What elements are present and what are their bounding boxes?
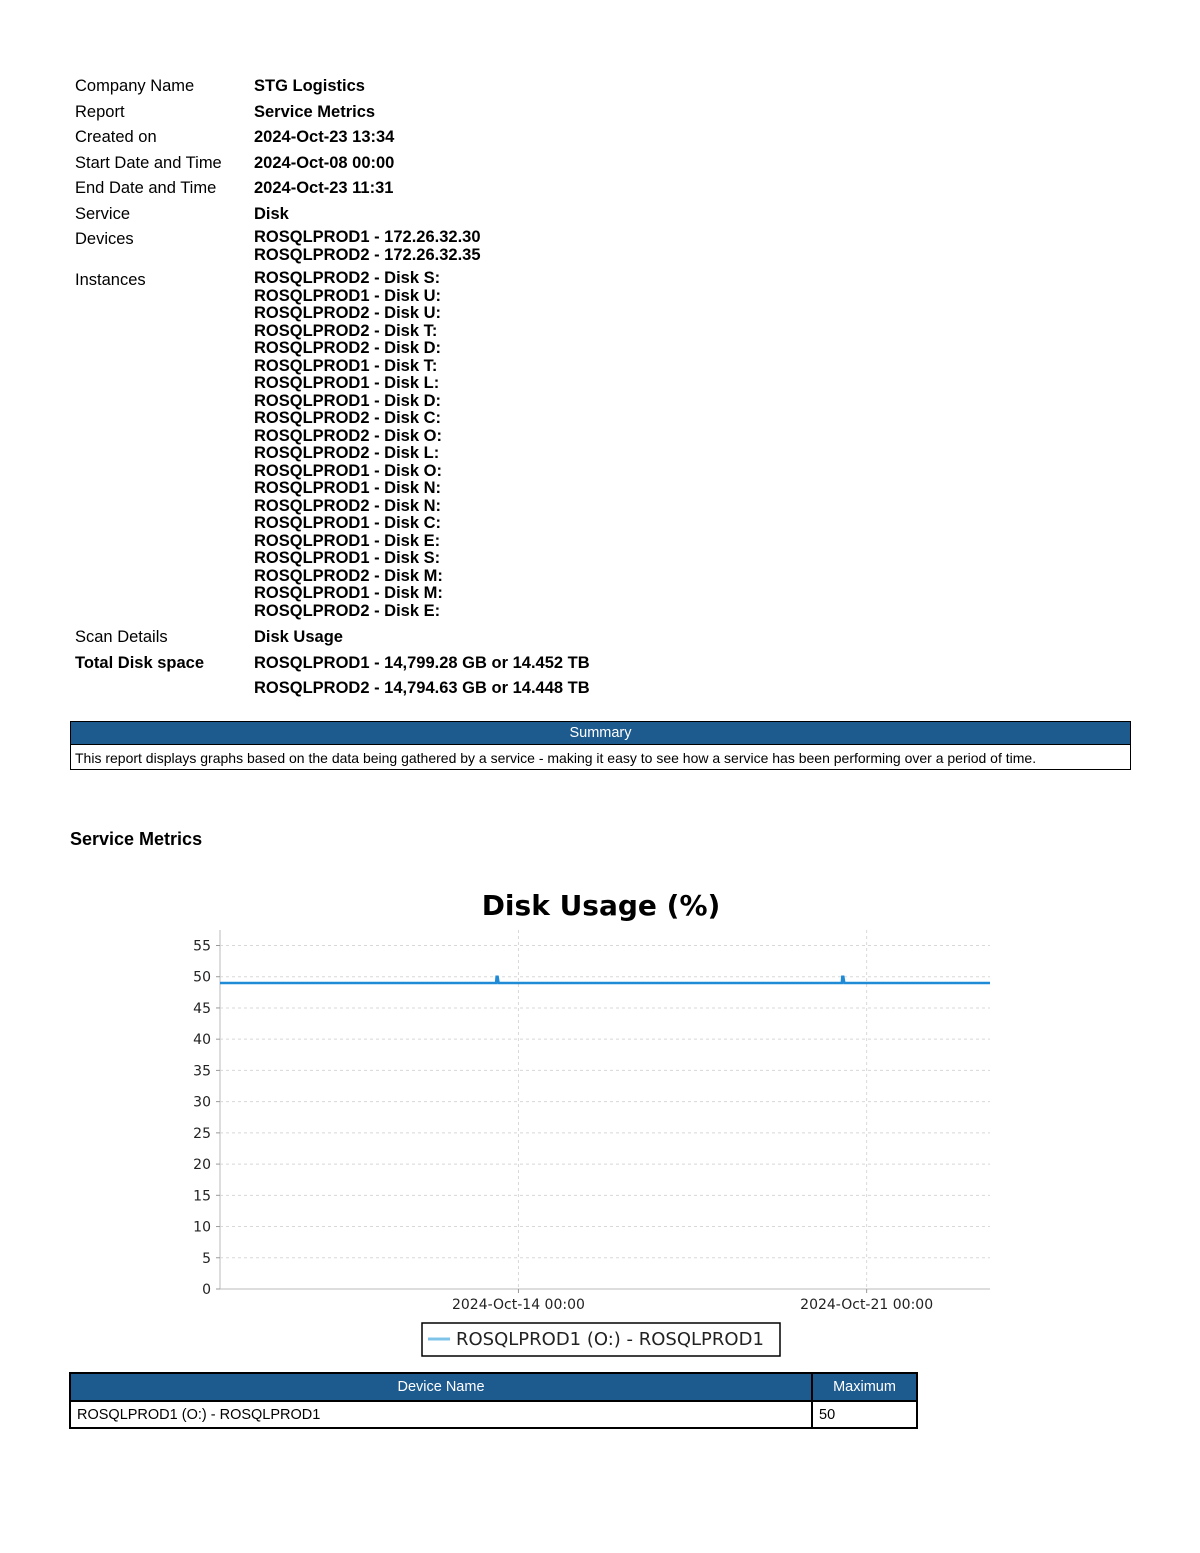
legend-label: ROSQLPROD1 (O:) - ROSQLPROD1 [456, 1329, 764, 1350]
y-tick-label: 40 [193, 1032, 211, 1049]
device-name-cell: ROSQLPROD1 (O:) - ROSQLPROD1 [70, 1401, 812, 1428]
end-value: 2024-Oct-23 11:31 [254, 179, 394, 197]
disk-usage-chart [0, 870, 1200, 1365]
x-tick-label: 2024-Oct-21 00:00 [800, 1297, 934, 1313]
created-label: Created on [75, 128, 157, 146]
section-heading: Service Metrics [70, 829, 203, 849]
list-item: ROSQLPROD2 - Disk L: [254, 444, 440, 462]
x-tick-label: 2024-Oct-14 00:00 [451, 1297, 585, 1313]
meta-row-created [75, 127, 590, 153]
report-value: Service Metrics [254, 102, 376, 121]
y-tick-label: 50 [193, 969, 211, 986]
total-line: ROSQLPROD2 - 14,794.63 GB or 14.448 TB [254, 679, 590, 697]
series-line-0 [220, 977, 990, 983]
y-tick-label: 30 [193, 1094, 211, 1111]
list-item: ROSQLPROD2 - Disk E: [254, 601, 441, 620]
y-tick-label: 10 [193, 1219, 211, 1236]
list-item: ROSQLPROD1 - Disk O: [254, 461, 442, 480]
table-header-row [70, 1373, 917, 1401]
company-value: STG Logistics [254, 77, 365, 95]
maximum-table [69, 1372, 918, 1429]
scan-value: Disk Usage [254, 628, 343, 646]
instances-list [254, 270, 443, 620]
devices-label: Devices [75, 230, 134, 248]
devices-list [254, 229, 481, 264]
list-item: ROSQLPROD2 - Disk U: [254, 304, 442, 322]
list-item: ROSQLPROD2 - Disk C: [254, 409, 442, 427]
total-line: ROSQLPROD1 - 14,799.28 GB or 14.452 TB [254, 653, 590, 672]
list-item: ROSQLPROD2 - Disk T: [254, 321, 438, 340]
start-label: Start Date and Time [75, 153, 222, 172]
y-tick-label: 0 [202, 1282, 211, 1298]
summary-box [70, 721, 1131, 770]
scan-label: Scan Details [75, 628, 168, 646]
created-value: 2024-Oct-23 13:34 [254, 128, 395, 146]
col-device-name: Device Name [70, 1373, 812, 1401]
y-tick-label: 35 [193, 1063, 211, 1080]
col-maximum: Maximum [812, 1373, 917, 1401]
list-item: ROSQLPROD1 - Disk D: [254, 391, 442, 410]
list-item: ROSQLPROD1 - Disk N: [254, 479, 442, 497]
list-item: ROSQLPROD1 - Disk L: [254, 374, 440, 392]
y-tick-label: 20 [193, 1157, 211, 1174]
summary-header: Summary [71, 722, 1130, 745]
list-item: ROSQLPROD1 - Disk E: [254, 531, 441, 550]
list-item: ROSQLPROD1 - Disk T: [254, 356, 438, 375]
y-tick-label: 25 [193, 1125, 211, 1142]
report-label: Report [75, 102, 125, 121]
service-label: Service [75, 204, 131, 223]
instances-label: Instances [75, 271, 146, 289]
y-tick-label: 15 [193, 1188, 211, 1205]
meta-row-company [75, 76, 590, 102]
end-label: End Date and Time [75, 179, 217, 197]
maximum-cell: 50 [812, 1401, 917, 1428]
meta-row-instances [75, 270, 590, 620]
meta-row-report [75, 102, 590, 128]
y-axis [193, 938, 220, 1298]
total-list [254, 653, 590, 699]
report-metadata [75, 76, 590, 698]
list-item: ROSQLPROD1 - Disk C: [254, 514, 442, 532]
service-value: Disk [254, 204, 289, 223]
chart-legend [422, 1323, 780, 1356]
company-label: Company Name [75, 77, 195, 95]
total-label: Total Disk space [75, 653, 204, 672]
list-item: ROSQLPROD2 - 172.26.32.35 [254, 245, 481, 264]
y-tick-label: 5 [202, 1250, 211, 1267]
y-tick-label: 55 [193, 938, 211, 955]
meta-row-total [75, 653, 590, 699]
meta-row-service [75, 204, 590, 230]
list-item: ROSQLPROD1 - Disk M: [254, 584, 443, 602]
x-axis [452, 1289, 933, 1313]
meta-row-start [75, 153, 590, 179]
table-row [70, 1401, 917, 1428]
list-item: ROSQLPROD2 - Disk D: [254, 339, 442, 357]
list-item: ROSQLPROD1 - 172.26.32.30 [254, 228, 481, 246]
meta-row-devices [75, 229, 590, 264]
list-item: ROSQLPROD2 - Disk S: [254, 269, 441, 287]
list-item: ROSQLPROD2 - Disk O: [254, 426, 442, 445]
chart-title: Disk Usage (%) [481, 889, 721, 922]
chart-series [220, 977, 990, 983]
list-item: ROSQLPROD2 - Disk N: [254, 496, 442, 515]
list-item: ROSQLPROD1 - Disk U: [254, 286, 442, 305]
list-item: ROSQLPROD1 - Disk S: [254, 549, 441, 567]
y-tick-label: 45 [193, 1000, 211, 1017]
start-value: 2024-Oct-08 00:00 [254, 153, 395, 172]
meta-row-scan [75, 627, 590, 653]
summary-text: This report displays graphs based on the data being gathered by a service - making it easy to see how a service has been performing over a period of time. [75, 750, 1037, 766]
meta-row-end [75, 178, 590, 204]
list-item: ROSQLPROD2 - Disk M: [254, 566, 443, 585]
